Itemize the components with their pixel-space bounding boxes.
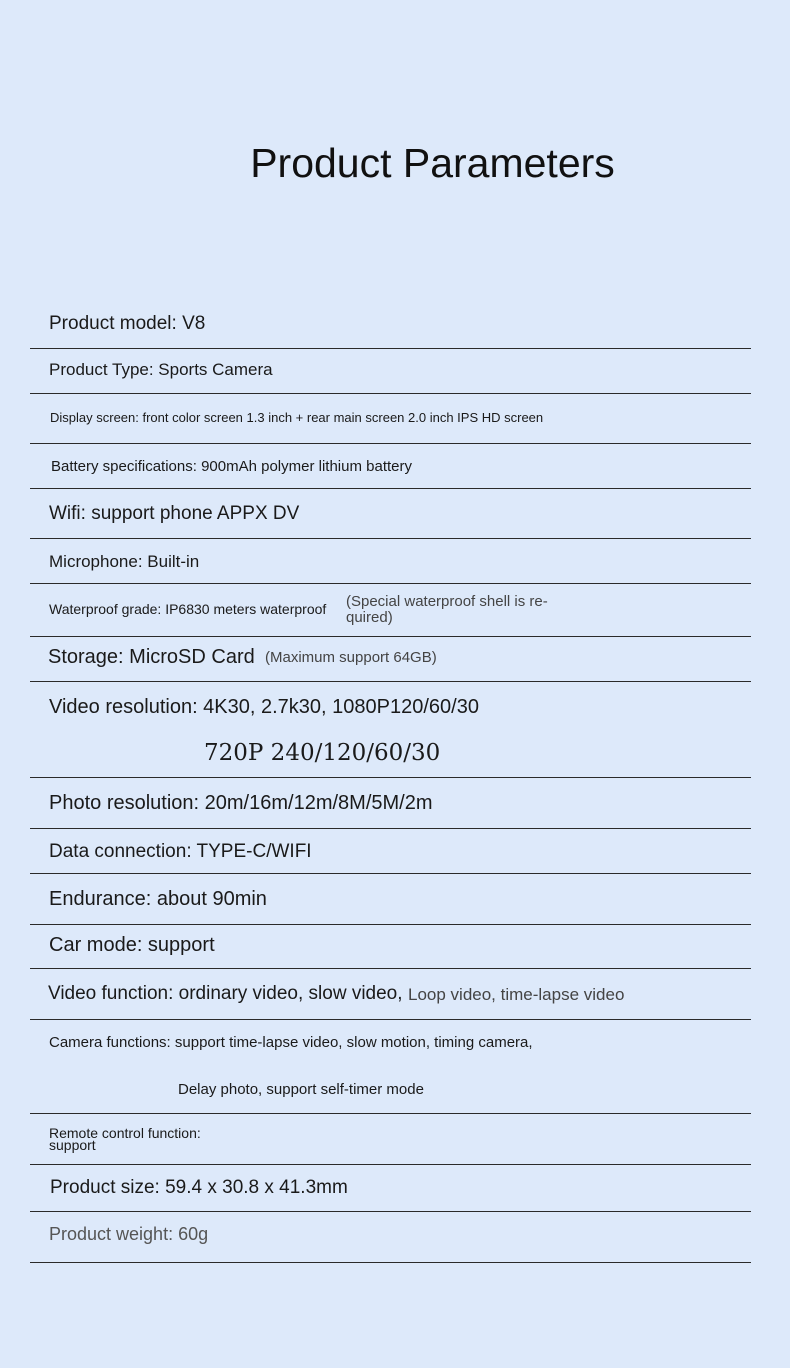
param-storage: Storage: MicroSD Card [48, 646, 255, 668]
param-row-camera-functions [30, 1020, 751, 1114]
param-photo-resolution: Photo resolution: 20m/16m/12m/8M/5M/2m [49, 792, 433, 814]
param-waterproof: Waterproof grade: IP6830 meters waterproof [49, 601, 327, 617]
param-row-size [30, 1165, 751, 1212]
param-endurance: Endurance: about 90min [49, 888, 267, 910]
param-row-video-function [30, 969, 751, 1020]
param-video-function-1: Video function: ordinary video, slow video, [48, 983, 403, 1004]
param-model: Product model: V8 [49, 313, 206, 334]
param-waterproof-note-2: quired) [346, 609, 393, 626]
param-row-car-mode [30, 925, 751, 969]
param-row-battery [30, 444, 751, 489]
param-remote-control-2: support [49, 1137, 96, 1153]
param-row-storage [30, 637, 751, 682]
param-row-type [30, 349, 751, 394]
param-camera-functions-1: Camera functions: support time-lapse video, slow motion, timing camera, [49, 1034, 533, 1051]
param-row-video-resolution [30, 682, 751, 778]
param-row-wifi [30, 489, 751, 539]
param-row-weight [30, 1212, 751, 1263]
param-storage-note: (Maximum support 64GB) [265, 649, 437, 666]
param-row-display [30, 394, 751, 444]
param-row-remote-control [30, 1114, 751, 1165]
page-title: Product Parameters [250, 140, 615, 186]
param-camera-functions-2: Delay photo, support self-timer mode [178, 1081, 424, 1098]
param-remote-control-1: Remote control function: [49, 1125, 201, 1141]
param-car-mode: Car mode: support [49, 934, 215, 956]
param-display: Display screen: front color screen 1.3 inch + rear main screen 2.0 inch IPS HD screen [50, 410, 544, 425]
param-video-resolution-2: 720P 240/120/60/30 [204, 740, 441, 766]
param-video-resolution-1: Video resolution: 4K30, 2.7k30, 1080P120/60/30 [49, 696, 479, 718]
param-weight: Product weight: 60g [49, 1224, 209, 1244]
param-row-endurance [30, 874, 751, 925]
param-row-waterproof [30, 584, 751, 637]
param-waterproof-note-1: (Special waterproof shell is re- [346, 593, 548, 610]
param-row-model [30, 300, 751, 349]
param-type: Product Type: Sports Camera [49, 360, 273, 379]
param-wifi: Wifi: support phone APPX DV [49, 503, 300, 524]
param-size: Product size: 59.4 x 30.8 x 41.3mm [50, 1177, 348, 1198]
param-row-microphone [30, 539, 751, 584]
param-video-function-2: Loop video, time-lapse video [408, 985, 625, 1004]
param-battery: Battery specifications: 900mAh polymer lithium battery [51, 458, 412, 475]
param-microphone: Microphone: Built-in [49, 552, 200, 571]
param-row-data-connection [30, 829, 751, 874]
param-row-photo-resolution [30, 778, 751, 829]
param-data-connection: Data connection: TYPE-C/WIFI [49, 841, 312, 862]
